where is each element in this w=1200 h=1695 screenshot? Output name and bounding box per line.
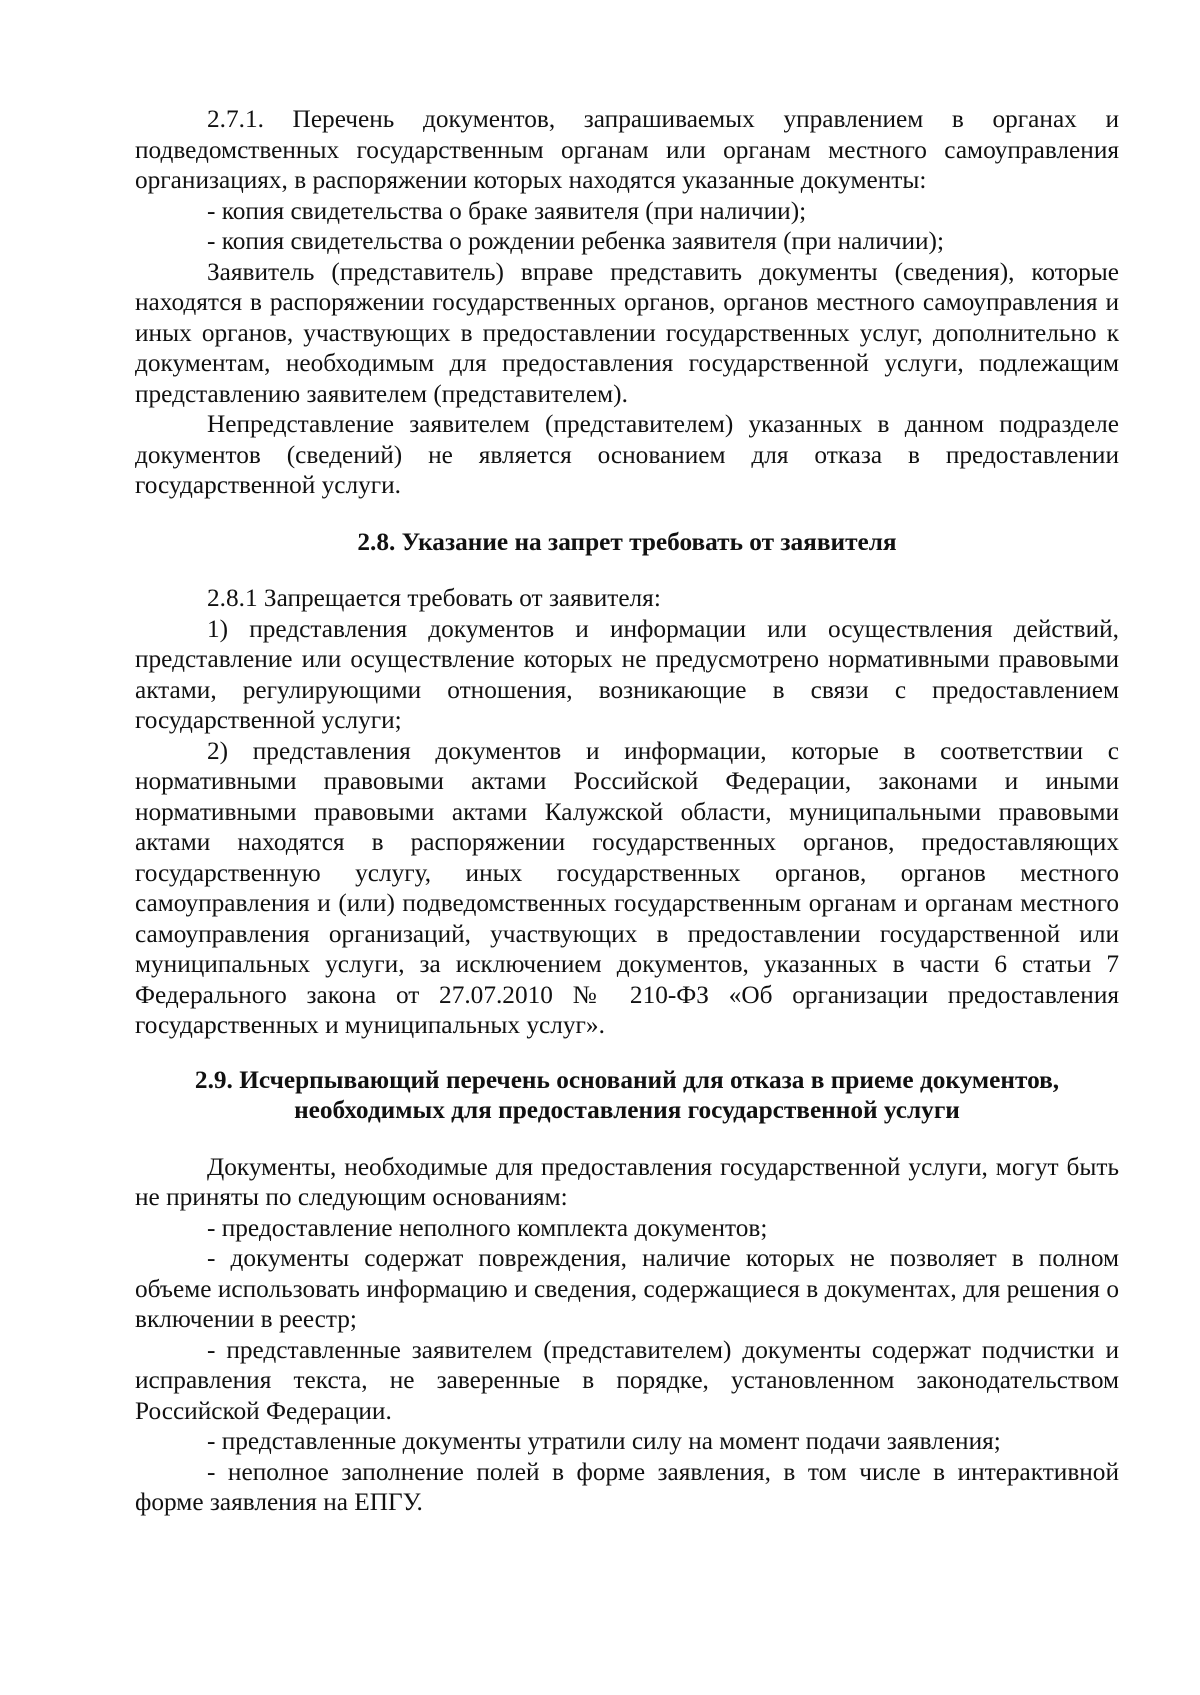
list-item-expired-documents: - представленные документы утратили силу на момент подачи заявления; — [207, 1427, 1001, 1455]
paragraph-non-submission: Непредставление заявителем (представителем) указанных в данном подразделе документов (сведений) не является основанием для отказа в предоставлении государственной услуги. — [135, 410, 1119, 499]
paragraph-2-7-1-intro: 2.7.1. Перечень документов, запрашиваемых управлением в органах и подведомственных государственным органам или органам местного самоуправления организациях, в распоряжении которых находятся указанные документы: — [135, 105, 1119, 194]
document-page — [135, 104, 1119, 1518]
paragraph-applicant-right: Заявитель (представитель) вправе представить документы (сведения), которые находятся в распоряжении государственных органов, органов местного самоуправления и иных органов, участвующих в предоставлении государственных услуг, дополнительно к документам, необходимым для предоставления государственной услуги, подлежащим представлению заявителем (представителем). — [135, 257, 1119, 408]
list-item-erasures: - представленные заявителем (представителем) документы содержат подчистки и исправления текста, не заверенные в порядке, установленном законодательством Российской Федерации. — [135, 1335, 1119, 1425]
paragraph-2-9-intro: Документы, необходимые для предоставления государственной услуги, могут быть не приняты по следующим основаниям: — [135, 1152, 1119, 1211]
section-heading-2-8: 2.8. Указание на запрет требовать от заявителя — [357, 527, 897, 556]
list-item-damaged-documents: - документы содержат повреждения, наличие которых не позволяет в полном объеме использовать информацию и сведения, содержащиеся в документах, для решения о включении в реестр; — [135, 1244, 1119, 1333]
paragraph-2-8-1-intro: 2.8.1 Запрещается требовать от заявителя: — [207, 584, 661, 612]
list-item-prohibition-1: 1) представления документов и информации или осуществления действий, представление или осуществление которых не предусмотрено нормативными правовыми актами, регулирующими отношения, возникающие в связи с предоставлением государственной услуги; — [135, 614, 1119, 734]
section-heading-2-9-line-2: необходимых для предоставления государственной услуги — [294, 1096, 960, 1124]
list-item-incomplete-form: - неполное заполнение полей в форме заявления, в том числе в интерактивной форме заявления на ЕПГУ. — [135, 1457, 1119, 1516]
list-item-prohibition-2: 2) представления документов и информации, которые в соответствии с нормативными правовыми актами Российской Федерации, законами и иными нормативными правовыми актами Калужской области, муниципальными правовыми актами находятся в распоряжении государственных органов, предоставляющих государственную услугу, иных государственных органов, органов местного самоуправления и (или) подведомственных государственным органам и органам местного самоуправления организаций, участвующих в предоставлении государственной или муниципальных услуги, за исключением документов, указанных в части 6 статьи 7 Федерального закона от 27.07.2010 № 210-ФЗ «Об организации предоставления государственных и муниципальных услуг». — [135, 736, 1119, 1039]
section-heading-2-9-line-1: 2.9. Исчерпывающий перечень оснований для отказа в приеме документов, — [194, 1065, 1060, 1094]
section-heading-2-9 — [135, 1065, 1119, 1126]
list-item-incomplete-set: - предоставление неполного комплекта документов; — [207, 1213, 768, 1242]
list-item-birth-certificate: - копия свидетельства о рождении ребенка заявителя (при наличии); — [207, 227, 945, 255]
list-item-marriage-certificate: - копия свидетельства о браке заявителя (при наличии); — [207, 196, 807, 225]
